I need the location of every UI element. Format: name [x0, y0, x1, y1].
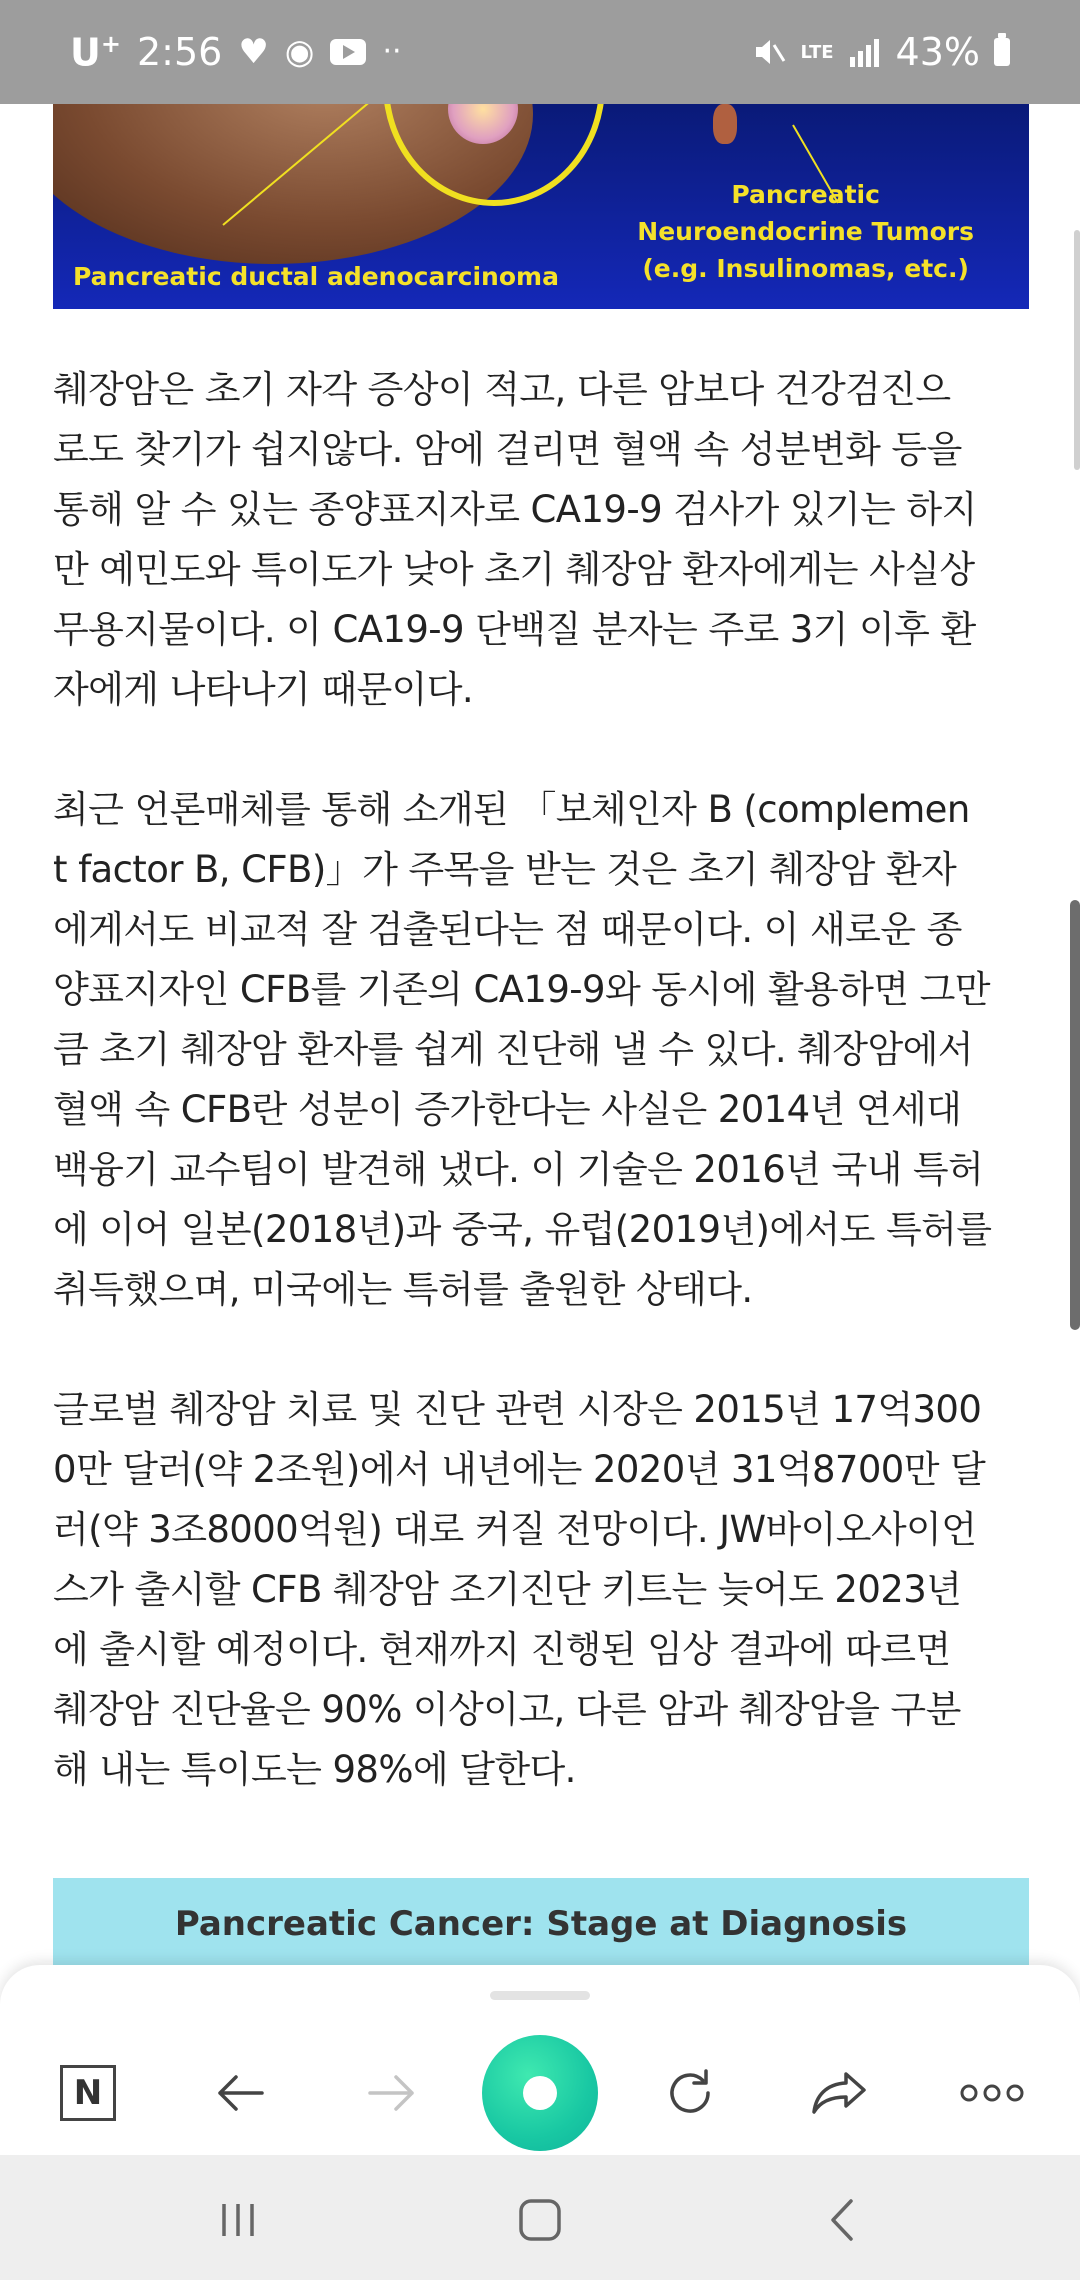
- system-navigation-bar: [0, 2155, 1080, 2280]
- heart-icon: ♥: [238, 32, 269, 72]
- sync-icon: ◉: [284, 32, 315, 72]
- article-body: [53, 360, 1033, 1860]
- forward-arrow-icon: [364, 2071, 420, 2115]
- banner-title: Pancreatic Cancer: Stage at Diagnosis: [174, 1904, 908, 1944]
- back-nav-button[interactable]: [802, 2185, 882, 2255]
- recent-apps-button[interactable]: [198, 2185, 278, 2255]
- back-icon: [827, 2197, 857, 2243]
- more-dots-icon: ··: [382, 34, 402, 69]
- back-button[interactable]: [200, 2053, 280, 2133]
- pancreas-illustration-image: [53, 104, 1029, 309]
- status-left: [70, 30, 402, 75]
- carrier-name: U: [70, 30, 101, 75]
- image-caption-left: Pancreatic ductal adenocarcinoma: [73, 262, 559, 291]
- recent-apps-icon: [216, 2200, 260, 2240]
- browser-toolbar: [0, 1965, 1080, 2155]
- caption-right-line1: Pancreatic: [731, 180, 880, 209]
- toolbar-drag-handle[interactable]: [490, 1991, 590, 2000]
- article-paragraph-1: 췌장암은 초기 자각 증상이 적고, 다른 암보다 건강검진으 로도 찾기가 쉽지않다. 암에 걸리면 혈액 속 성분변화 등을 통해 알 수 있는 종양표지자로 CA19-9 검사가 있기는 하지 만 예민도와 특이도가 낮아 초기 췌장암 환자에게는 사실상 무용지물이다. 이 CA19-9 단백질 분자는 주로 3기 이후 환 자에게 나타나기 때문이다.: [53, 368, 977, 711]
- organ-detail: [713, 104, 737, 144]
- scrollbar-track-hint: [1074, 230, 1080, 470]
- green-dot-icon: [482, 2035, 598, 2151]
- youtube-icon: [330, 39, 366, 65]
- article-paragraph-2: 최근 언론매체를 통해 소개된 「보체인자 B (complemen t factor B, CFB)」가 주목을 받는 것은 초기 췌장암 환자 에게서도 비교적 잘 검출된다는 점 때문이다. 이 새로운 종 양표지자인 CFB를 기존의 CA19-9와 동시에 활용하면 그만 큼 초기 췌장암 환자를 쉽게 진단해 낼 수 있다. 췌장암에서 혈액 속 CFB란 성분이 증가한다는 사실은 2014년 연세대 백융기 교수팀이 발견해 냈다. 이 기술은 2016년 국내 특허 에 이어 일본(2018년)과 중국, 유럽(2019년)에서도 특허를 취득했으며, 미국에는 특허를 출원한 상태다.: [53, 788, 992, 1311]
- naver-home-button[interactable]: [48, 2053, 128, 2133]
- green-dot-inner: [523, 2076, 557, 2110]
- naver-home-icon: N: [60, 2065, 116, 2121]
- lte-icon: LTE: [800, 41, 834, 63]
- image-caption-right: [637, 176, 974, 287]
- caption-right-line3: (e.g. Insulinomas, etc.): [642, 254, 969, 283]
- more-options-button[interactable]: [952, 2053, 1032, 2133]
- back-arrow-icon: [212, 2071, 268, 2115]
- home-button[interactable]: [500, 2185, 580, 2255]
- more-options-icon: [959, 2081, 1025, 2105]
- battery-percent: 43%: [895, 30, 980, 74]
- mute-icon: [752, 35, 786, 69]
- signal-icon: [848, 37, 882, 67]
- carrier-suffix: +: [100, 29, 121, 58]
- forward-button[interactable]: [352, 2053, 432, 2133]
- share-icon: [810, 2068, 870, 2118]
- article-paragraph-3: 글로벌 췌장암 치료 및 진단 관련 시장은 2015년 17억300 0만 달러(약 2조원)에서 내년에는 2020년 31억8700만 달 러(약 3조8000억원) 대로 커질 전망이다. JW바이오사이언 스가 출시할 CFB 췌장암 조기진단 키트는 늦어도 2023년 에 출시할 예정이다. 현재까지 진행된 임상 결과에 따르면 췌장암 진단율은 90% 이상이고, 다른 암과 췌장암을 구분 해 내는 특이도는 98%에 달한다.: [53, 1388, 986, 1791]
- scrollbar-thumb[interactable]: [1070, 900, 1080, 1330]
- refresh-button[interactable]: [650, 2053, 730, 2133]
- carrier-label: [70, 30, 121, 75]
- caption-right-line2: Neuroendocrine Tumors: [637, 217, 974, 246]
- status-time: 2:56: [136, 30, 223, 74]
- refresh-icon: [662, 2065, 718, 2121]
- status-right: [752, 30, 1010, 74]
- status-bar: [0, 0, 1080, 104]
- battery-icon: [994, 38, 1010, 66]
- home-icon: [517, 2197, 563, 2243]
- green-dot-button[interactable]: [482, 2035, 598, 2151]
- share-button[interactable]: [800, 2053, 880, 2133]
